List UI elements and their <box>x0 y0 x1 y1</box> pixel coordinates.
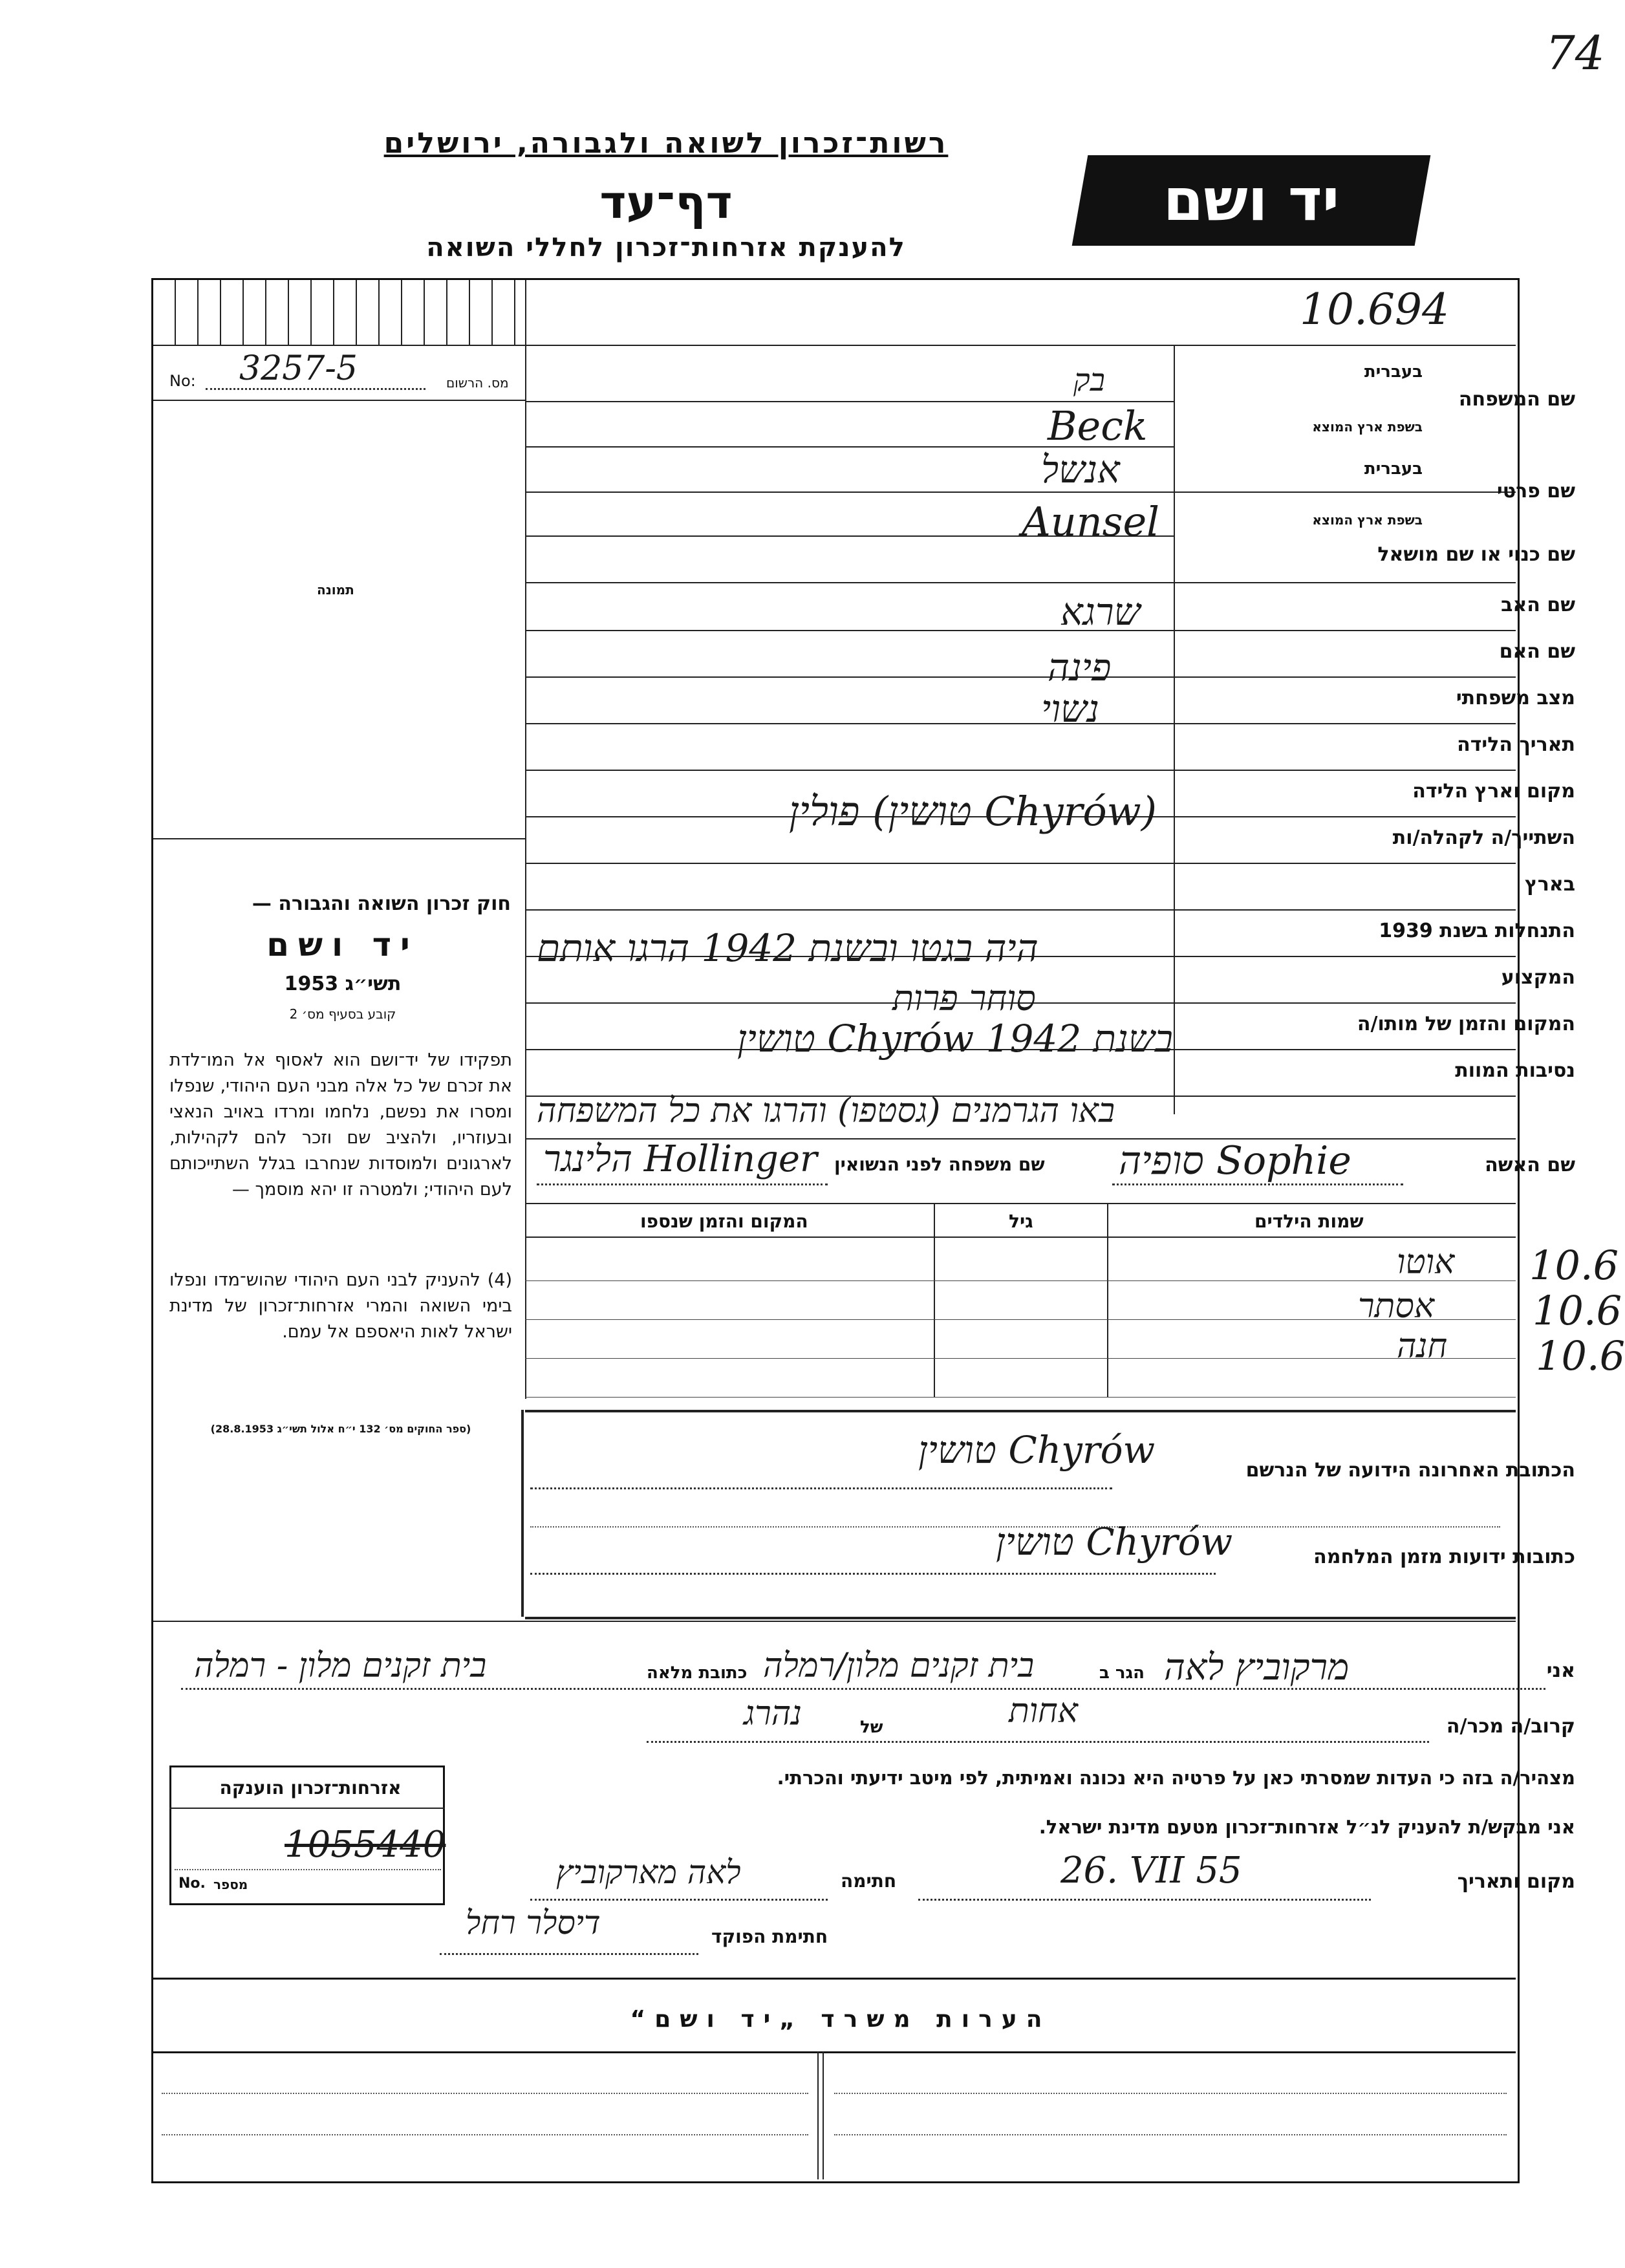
community-label: השתייך/ה לקהלה/ות <box>1392 826 1575 849</box>
child-side-number-2: 10.6 <box>1533 1287 1622 1334</box>
declarant-resides-label: הגר ב <box>1099 1663 1145 1683</box>
wife-label: שם האשה <box>1485 1154 1575 1176</box>
child-name-1: אוטו <box>1397 1243 1455 1282</box>
law-name: יד ושם <box>266 926 419 964</box>
first-name-origin: Aunsel <box>1022 498 1159 545</box>
law-clause: קובע בסעיף מס׳ 2 <box>289 1006 396 1022</box>
first-name-hebrew: אנשל <box>1041 448 1120 491</box>
logo-text: יד ושם <box>1163 166 1340 234</box>
death-label: המקום והזמן של מותו/ה <box>1357 1013 1575 1035</box>
mother-value: פינה <box>1048 645 1112 689</box>
of-label: של <box>860 1718 883 1737</box>
page-number: 74 <box>1545 26 1605 80</box>
nickname-label: שם כנוי או שם מושאל <box>1377 543 1575 566</box>
war-address-value: טושין Chyrów <box>996 1520 1233 1564</box>
father-value: שרגא <box>1060 590 1141 634</box>
file-number: 10.694 <box>1300 285 1449 334</box>
family-name-origin: Beck <box>1048 402 1148 449</box>
circumstances-value: באו הגרמנים (גסטפו) והרגו את כל המשפחה <box>537 1092 1115 1130</box>
officer-label: חתימת הפוקד <box>711 1926 828 1947</box>
place-date-label: מקום ותאריך <box>1457 1870 1575 1893</box>
hebrew-label-2: בעברית <box>1364 459 1423 479</box>
family-name-hebrew: בק <box>1073 362 1105 398</box>
law-title: חוק זכרון השואה והגבורה — <box>252 892 511 915</box>
birth-date-label: תאריך הלידה <box>1457 733 1575 756</box>
children-header-age: גיל <box>1009 1211 1033 1232</box>
photo-label: תמונה <box>317 582 354 598</box>
authority-title: רשות־זכרון לשואה ולגבורה, ירושלים <box>383 127 949 160</box>
date-value: 26. VII 55 <box>1060 1850 1242 1892</box>
of-value: נהרג <box>744 1694 802 1733</box>
death-value: טושין Chyrów בשנת 1942 <box>737 1017 1173 1061</box>
registration-label: מס. הרשום <box>446 375 509 391</box>
origin-label-1: בשפת ארץ המוצא <box>1312 419 1423 435</box>
signature-label: חתימה <box>841 1870 897 1892</box>
registration-no-value: 3257-5 <box>239 349 358 388</box>
country-label: בארץ <box>1524 873 1575 896</box>
child-side-number-1: 10.6 <box>1529 1242 1619 1289</box>
marital-label: מצב משפחתי <box>1456 687 1575 709</box>
yad-vashem-logo <box>1072 155 1431 246</box>
declarant-resides-value: בית זקנים מלון/רמלה <box>763 1647 1035 1685</box>
children-header-place: המקום והזמן שנספו <box>640 1211 808 1232</box>
hebrew-label-1: בעברית <box>1364 362 1423 382</box>
family-name-label: שם המשפחה <box>1458 388 1575 411</box>
form-title: דף־עד <box>599 176 733 229</box>
last-address-label: הכתובת האחרונה הידועה של הנרשם <box>1245 1459 1575 1482</box>
citizenship-number: 1055440 <box>285 1824 446 1866</box>
law-paragraph-1: תפקידו של יד־ושם הוא לאסוף אל המו־לדת את זכרם של כל אלה מבני העם היהודי, שנפלו ומסרו את נפשם, נלחמו ומרדו באויב הנאצי ובעוזריו, ולהציב שם וזכר להם לקהילות, לארגונים ולמוסדות שנחרבו בגלל השתייכותם לעם היהודי; ולמטרה זו יהא מוסמך — <box>169 1050 512 1200</box>
child-side-number-3: 10.6 <box>1536 1332 1625 1379</box>
office-notes-title: הערות משרד „יד ושם“ <box>630 2006 1051 2033</box>
citizenship-title: אזרחות־זכרון הוענקה <box>219 1777 402 1798</box>
full-address-value: בית זקנים מלון - רמלה <box>194 1647 487 1685</box>
declarant-name: מרקוביץ לאה <box>1164 1647 1350 1689</box>
law-paragraph-2: (4) להעניק לבני העם היהודי שהוש־מדו ונפלו בימי השואה והמרי אזרחות־זכרון של מדינת ישראל לאות היאספם אל עמם. <box>169 1270 512 1342</box>
first-name-label: שם פרטי <box>1496 480 1575 502</box>
last-address-value: טושין Chyrów <box>918 1428 1156 1472</box>
declarant-i-label: אני <box>1546 1659 1575 1682</box>
maiden-value: הלינגר Hollinger <box>543 1138 817 1180</box>
child-name-2: אסתר <box>1358 1287 1435 1326</box>
children-header-names: שמות הילדים <box>1254 1211 1364 1232</box>
father-label: שם האב <box>1501 594 1575 616</box>
child-name-3: חנה <box>1397 1327 1448 1366</box>
declaration-statement-2: אני מבקש/ת להעניק לנ״ל אזרחות־זכרון מטעם מדינת ישראל. <box>1038 1816 1575 1838</box>
war-address-label: כתובות ידועות מזמן המלחמה <box>1313 1546 1575 1568</box>
registration-no-label: No: <box>169 372 196 390</box>
residence-1939-value: היה בגטו ובשנת 1942 הרגו אותם <box>537 926 1038 970</box>
maiden-label: שם משפחה לפני הנשואין <box>834 1154 1045 1175</box>
marital-value: נשוי <box>1041 687 1099 731</box>
birth-place-label: מקום וארץ הלידה <box>1412 780 1575 803</box>
signature-value: לאה מארקוביץ <box>556 1853 741 1891</box>
origin-label-2: בשפת ארץ המוצא <box>1312 512 1423 528</box>
profession-label: המקצוע <box>1501 966 1575 989</box>
citizenship-number-label: מספר <box>213 1877 248 1892</box>
circumstances-label: נסיבות המוות <box>1455 1059 1575 1082</box>
code-cells <box>153 280 525 346</box>
profession-value: סוחר פרות <box>892 978 1036 1019</box>
wife-value: סופיה Sophie <box>1119 1138 1351 1183</box>
relation-label: קרוב/ה מכר/ה <box>1446 1715 1575 1738</box>
mother-label: שם האם <box>1499 640 1575 663</box>
law-footnote: (ספר החוקים מס׳ 132 י״ח אלול תשי״ג 28.8.1953) <box>210 1423 471 1435</box>
relation-value: אחות <box>1009 1692 1078 1731</box>
form-subtitle: להענקת אזרחות־זכרון לחללי השואה <box>426 233 906 263</box>
full-address-label: כתובת מלאה <box>647 1663 748 1683</box>
law-year: תשי״ג 1953 <box>284 973 402 995</box>
declaration-statement-1: מצהיר/ה בזה כי העדות שמסרתי כאן על פרטיה היא נכונה ואמיתית, לפי מיטב ידיעתי והכרתי. <box>777 1767 1575 1789</box>
community-value: פולין (טושין Chyrów) <box>789 788 1157 835</box>
citizenship-no-label: No. <box>178 1875 206 1892</box>
residence-1939-label: התנחלות בשנת 1939 <box>1379 920 1575 942</box>
officer-value: דיסלר רחל <box>466 1904 601 1941</box>
